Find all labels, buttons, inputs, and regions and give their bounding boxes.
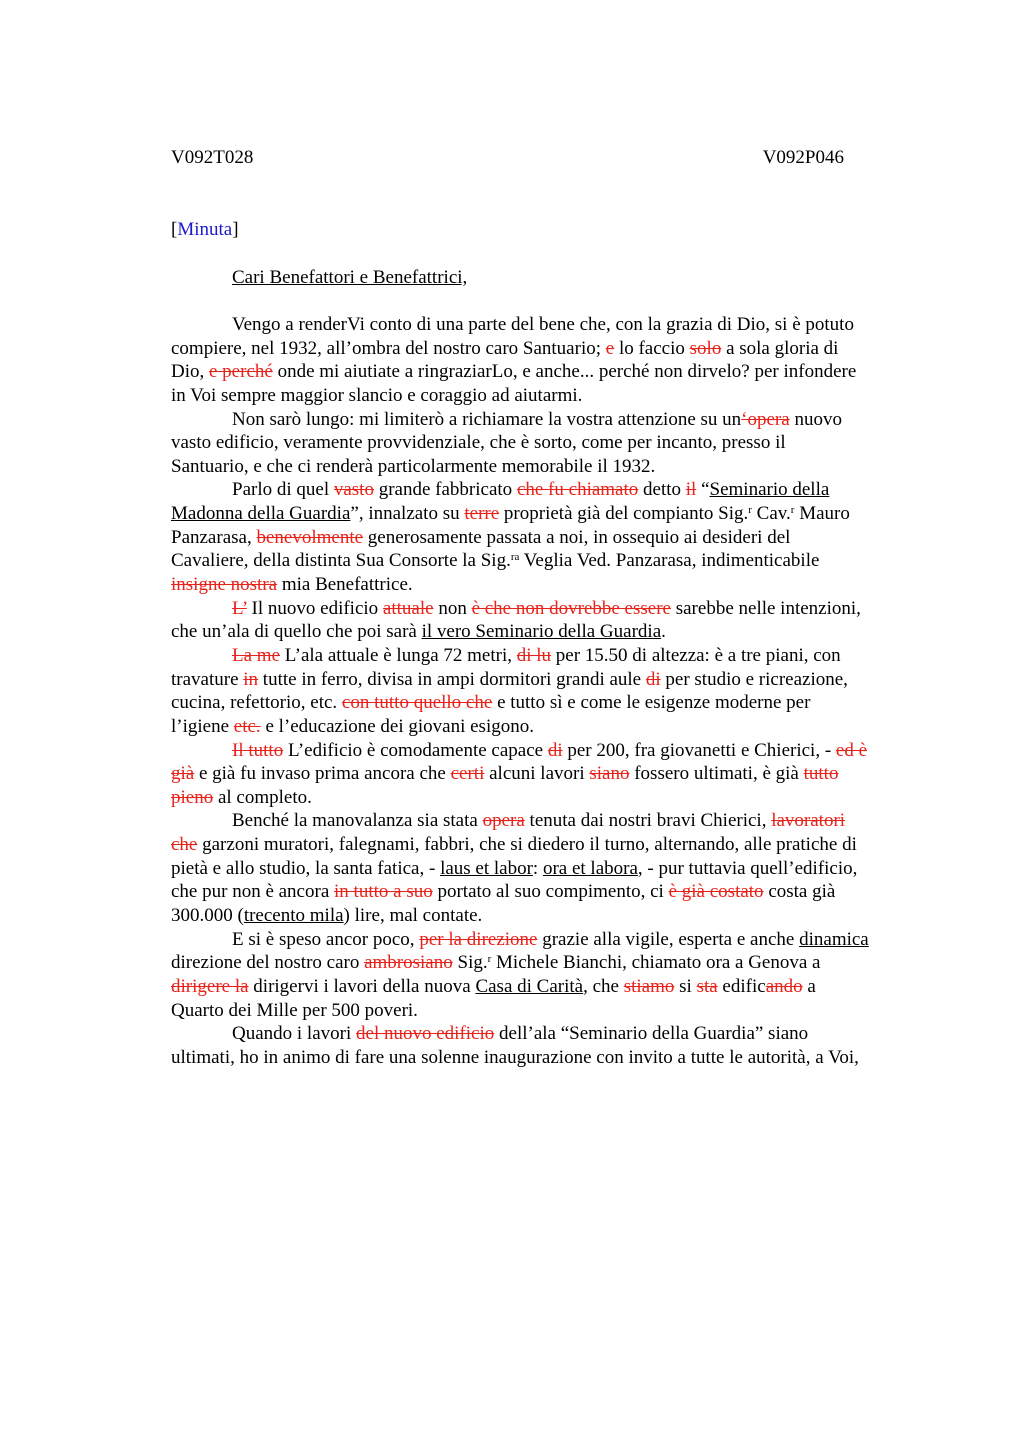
deleted-text: di lu [516, 644, 552, 666]
text-run: nuovo [789, 408, 842, 430]
deleted-text: il [685, 479, 697, 501]
text-line [171, 809, 931, 833]
deleted-text: solo [689, 337, 722, 359]
text-run: per 200, fra giovanetti e Chierici, - [562, 739, 836, 761]
text-run: tutte in ferro, divisa in ampi dormitori grandi aule [258, 668, 646, 690]
deleted-text: in tutto a suo [334, 881, 433, 903]
text-line [171, 573, 931, 597]
text-line [171, 502, 931, 526]
text-line [171, 857, 931, 881]
text-run: detto [638, 479, 686, 501]
text-run: mia Benefattrice. [277, 574, 413, 596]
text-line [171, 526, 931, 550]
salutation: Cari Benefattori e Benefattrici, [232, 267, 468, 288]
underlined-text: il vero Seminario della Guardia [421, 621, 662, 643]
deleted-text: etc. [233, 715, 261, 737]
text-run: E si è speso ancor poco, [232, 928, 420, 950]
deleted-text: ‘opera [741, 408, 790, 430]
text-run: per studio e ricreazione, [660, 668, 848, 690]
text-run: a sola gloria di [721, 337, 839, 359]
deleted-text: Il tutto [232, 739, 284, 761]
deleted-text: dirigere la [171, 975, 249, 997]
text-run: portato al suo compimento, ci [432, 881, 669, 903]
text-run: e tutto sì e come le esigenze moderne per [492, 692, 811, 714]
deleted-text: siano [589, 763, 630, 785]
superscript: r [748, 504, 752, 517]
text-run: al completo. [213, 786, 312, 808]
text-run: l’igiene [171, 715, 234, 737]
deleted-text: attuale [382, 597, 434, 619]
text-run: generosamente passata a noi, in ossequio ai desideri del [363, 526, 791, 548]
deleted-text: è che non dovrebbe essere [471, 597, 671, 619]
superscript: ra [510, 551, 520, 564]
text-run: L’ala attuale è lunga 72 metri, [280, 644, 517, 666]
text-line [171, 928, 931, 952]
deleted-text: di [547, 739, 563, 761]
deleted-text: ando [765, 975, 803, 997]
text-line [171, 360, 931, 384]
text-run: costa già [763, 881, 836, 903]
text-line [171, 337, 931, 361]
text-run: per 15.50 di altezza: è a tre piani, con [551, 644, 841, 666]
deleted-text: lavoratori [771, 810, 846, 832]
text-run: alcuni lavori [484, 763, 590, 785]
deleted-text: che [171, 834, 198, 856]
underlined-text: trecento mila [243, 905, 344, 927]
text-run: Michele Bianchi, chiamato ora a Genova a [491, 952, 821, 974]
text-run: direzione del nostro caro [171, 952, 365, 974]
text-run: , - pur tuttavia quell’edificio, [637, 857, 858, 879]
text-run: in Voi sempre maggior slancio e coraggio ad aiutarmi. [171, 384, 583, 406]
text-run: e l’educazione dei giovani esigono. [260, 715, 534, 737]
deleted-text: di [645, 668, 661, 690]
deleted-text: e [605, 337, 615, 359]
deleted-text: del nuovo edificio [356, 1023, 495, 1045]
text-run: Vengo a renderVi conto di una parte del bene che, con la grazia di Dio, si è potuto [232, 314, 854, 335]
deleted-text: ed è [835, 739, 868, 761]
left-code: V092T028 [171, 147, 254, 168]
text-line [171, 1046, 931, 1070]
deleted-text: opera [482, 810, 525, 832]
text-run: lo faccio [614, 337, 690, 359]
text-run: onde mi aiutiate a ringraziarLo, e anche... perché non dirvelo? per infondere [272, 361, 857, 383]
text-line [171, 691, 931, 715]
text-run: proprietà già del compianto Sig. [499, 503, 749, 525]
text-run: Cav. [751, 503, 791, 525]
text-run: fossero ultimati, è già [629, 763, 804, 785]
text-run: Santuario, e che ci renderà particolarmente memorabile il 1932. [171, 455, 656, 477]
text-run: edific [717, 975, 766, 997]
text-run: grande fabbricato [373, 479, 517, 501]
text-line [171, 880, 931, 904]
text-run: e già fu invaso prima ancora che [194, 763, 451, 785]
text-run: Sig. [452, 952, 488, 974]
text-line [171, 951, 931, 975]
text-line [171, 904, 931, 928]
text-run: . [661, 621, 666, 643]
deleted-text: La me [232, 644, 281, 666]
text-run: sarebbe nelle intenzioni, [670, 597, 861, 619]
superscript: r [487, 953, 492, 966]
deleted-text: sta [696, 975, 718, 997]
text-line [171, 597, 931, 621]
bracket-open: [ [171, 219, 178, 240]
text-run: compiere, nel 1932, all’ombra del nostro caro Santuario; [171, 337, 606, 359]
text-run: Parlo di quel [232, 479, 334, 501]
text-line [171, 999, 931, 1023]
deleted-text: benevolmente [256, 526, 364, 548]
text-run: cucina, refettorio, etc. [171, 692, 342, 714]
text-line [171, 478, 931, 502]
draft-label [171, 218, 239, 242]
deleted-text: terre [464, 503, 500, 525]
text-run: ”, innalzato su [350, 503, 465, 525]
underlined-text: ora et labora [542, 857, 638, 879]
text-run: travature [171, 668, 244, 690]
text-run: Non sarò lungo: mi limiterò a richiamare la vostra attenzione su un [232, 408, 742, 430]
text-line [171, 384, 931, 408]
deleted-text: per la direzione [419, 928, 538, 950]
text-run: dirigervi i lavori della nuova [248, 975, 476, 997]
text-line [171, 786, 931, 810]
text-line [171, 455, 931, 479]
text-run: 300.000 ( [171, 905, 244, 927]
deleted-text: vasto [333, 479, 374, 501]
bracket-close: ] [232, 219, 239, 240]
text-line [171, 1022, 931, 1046]
text-line [171, 408, 931, 432]
underlined-text: dinamica [799, 928, 869, 950]
deleted-text: certi [450, 763, 485, 785]
text-line [171, 739, 931, 763]
text-run: Quarto dei Mille per 500 poveri. [171, 999, 418, 1021]
text-run: ultimati, ho in animo di fare una solenne inaugurazione con invito a tutte le autorità, a Voi, [171, 1046, 859, 1068]
text-run: vasto edificio, veramente provvidenziale, che è sorto, come per incanto, presso il [171, 432, 786, 454]
text-line [171, 549, 931, 573]
text-line [171, 668, 931, 692]
underlined-text: Casa di Carità [475, 975, 584, 997]
text-run: “ [696, 479, 710, 501]
text-run: L’edificio è comodamente capace [283, 739, 548, 761]
text-run: : [532, 857, 543, 879]
text-run: ) lire, mal contate. [343, 905, 483, 927]
text-run: Panzarasa, [171, 526, 257, 548]
text-run: non [433, 597, 472, 619]
text-run: , che [583, 975, 624, 997]
text-run: Cavaliere, della distinta Sua Consorte la Sig. [171, 550, 511, 572]
text-run: grazie alla vigile, esperta e anche [537, 928, 800, 950]
text-run: dell’ala “Seminario della Guardia” siano [494, 1023, 809, 1045]
text-run: che pur non è ancora [171, 881, 335, 903]
deleted-text: pieno [171, 786, 214, 808]
deleted-text: tutto [803, 763, 839, 785]
deleted-text: con tutto quello che [341, 692, 493, 714]
text-line [171, 762, 931, 786]
deleted-text: ambrosiano [364, 952, 453, 974]
text-run: Quando i lavori [232, 1023, 357, 1045]
deleted-text: insigne nostra [171, 574, 278, 596]
text-run: Benché la manovalanza sia stata [232, 810, 483, 832]
text-run: Dio, [171, 361, 209, 383]
deleted-text: in [243, 668, 259, 690]
text-run: a [802, 975, 816, 997]
text-line [171, 313, 931, 337]
text-line [171, 644, 931, 668]
text-line [171, 431, 931, 455]
text-run: garzoni muratori, falegnami, fabbri, che si diedero il turno, alternando, alle pratiche di [197, 834, 857, 856]
underlined-text: Madonna della Guardia [171, 503, 351, 525]
text-run: tenuta dai nostri bravi Chierici, [524, 810, 772, 832]
text-line [171, 833, 931, 857]
deleted-text: L’ [232, 597, 247, 619]
text-run: Il nuovo edificio [246, 597, 383, 619]
deleted-text: già [171, 763, 195, 785]
text-line [171, 620, 931, 644]
deleted-text: stiamo [623, 975, 675, 997]
text-line [171, 715, 931, 739]
text-run: pietà e allo studio, la santa fatica, - [171, 857, 441, 879]
superscript: r [790, 504, 795, 517]
text-run: Mauro [794, 503, 850, 525]
text-run: Veglia Ved. Panzarasa, indimenticabile [519, 550, 820, 572]
underlined-text: Seminario della [709, 479, 830, 501]
deleted-text: è già costato [668, 881, 764, 903]
draft-label-text: Minuta [177, 219, 233, 240]
deleted-text: e perché [209, 361, 273, 383]
underlined-text: laus et labor [440, 857, 533, 879]
text-run: che un’ala di quello che poi sarà [171, 621, 422, 643]
letter-body [171, 313, 931, 1070]
right-code: V092P046 [762, 147, 844, 168]
deleted-text: che fu chiamato [516, 479, 639, 501]
text-run: si [674, 975, 697, 997]
text-line [171, 975, 931, 999]
